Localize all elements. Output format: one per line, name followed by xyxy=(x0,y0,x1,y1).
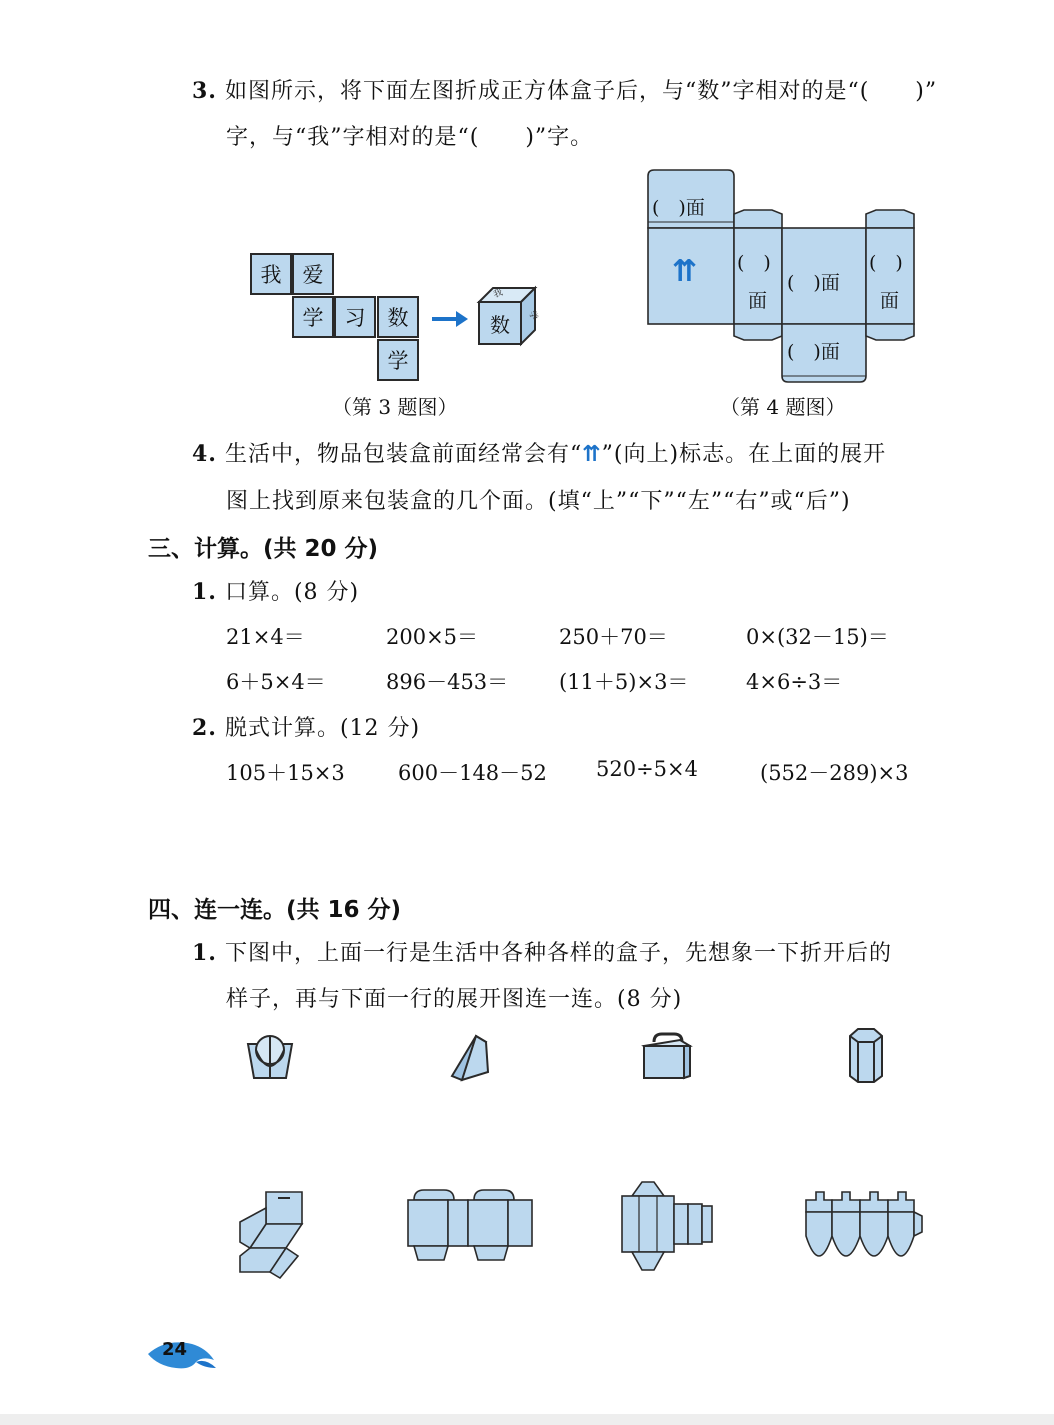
net-cell: 习 xyxy=(334,296,376,338)
svg-text:学: 学 xyxy=(526,309,539,322)
stepwise-item: 520÷5×4 xyxy=(596,757,698,781)
hexagonal-prism-icon xyxy=(844,1026,886,1084)
triangular-prism-icon xyxy=(446,1030,492,1082)
s3-p1-title: 口算。(8 分) xyxy=(224,580,360,605)
oral-item: 6＋5×4＝ xyxy=(226,670,326,694)
page-number: 24 xyxy=(162,1339,188,1360)
s3-p1-heading xyxy=(192,575,359,606)
bottom-bar xyxy=(0,1414,1054,1425)
box-label-right-face: 面 xyxy=(880,290,900,312)
s4-p1-line2: 样子，再与下面一行的展开图连一连。(8 分) xyxy=(226,987,683,1012)
q3-caption: （第 3 题图） xyxy=(332,395,458,419)
arrow-right-icon xyxy=(430,308,470,330)
q4-number: 4. xyxy=(192,441,217,467)
box-label-bottom: ( )面 xyxy=(787,341,840,363)
net-cell: 数 xyxy=(377,296,419,338)
net-cell: 爱 xyxy=(292,253,334,295)
handle-box-icon xyxy=(640,1030,694,1082)
s4-p1-text-1: 下图中，上面一行是生活中各种各样的盒子，先想象一下折开后的 xyxy=(224,941,892,966)
s3-p1-number: 1. xyxy=(192,579,217,605)
box-label-top: ( )面 xyxy=(652,197,705,219)
box-label-right-paren: ( ) xyxy=(869,252,903,274)
oral-item: 896－453＝ xyxy=(386,670,509,694)
up-arrow-inline-icon: ⇈ xyxy=(582,442,602,467)
oral-item: 21×4＝ xyxy=(226,625,305,649)
svg-text:我: 我 xyxy=(492,287,505,301)
q4-text-a: 生活中，物品包装盒前面经常会有“ xyxy=(224,442,583,467)
q3-line2: 字，与“我”字相对的是“( )”字。 xyxy=(226,125,594,150)
q3-text-1: 如图所示，将下面左图折成正方体盒子后，与“数”字相对的是“( )” xyxy=(224,79,938,104)
q4-line1 xyxy=(192,437,886,468)
up-arrow-icon: ⇈ xyxy=(672,254,698,289)
oral-item: 250＋70＝ xyxy=(559,625,668,649)
stepwise-item: (552－289)×3 xyxy=(760,761,909,785)
net-cell: 我 xyxy=(250,253,292,295)
cube-front-label: 数 xyxy=(490,312,510,337)
q4-text-b: ”(向上)标志。在上面的展开 xyxy=(601,442,887,467)
oral-item: 0×(32－15)＝ xyxy=(746,625,889,649)
stepwise-item: 600－148－52 xyxy=(398,761,547,785)
net-handle-box-icon xyxy=(404,1186,538,1266)
net-cell: 学 xyxy=(377,339,419,381)
net-bowl-box-icon xyxy=(802,1186,926,1274)
net-triangular-prism-icon xyxy=(236,1186,310,1282)
q4-line2: 图上找到原来包装盒的几个面。(填“上”“下”“左”“右”或“后”) xyxy=(226,489,851,514)
s3-p2-title: 脱式计算。(12 分) xyxy=(224,716,421,741)
box-label-back: ( )面 xyxy=(787,272,840,294)
oral-item: 200×5＝ xyxy=(386,625,479,649)
oral-item: 4×6÷3＝ xyxy=(746,670,843,694)
net-cell: 学 xyxy=(292,296,334,338)
box-label-left-paren: ( ) xyxy=(737,252,771,274)
box-label-left-face: 面 xyxy=(748,290,768,312)
s4-p1-number: 1. xyxy=(192,940,217,966)
section4-title: 四、连一连。(共 16 分) xyxy=(148,897,402,923)
net-hexagonal-prism-icon xyxy=(618,1176,716,1276)
bowl-box-icon xyxy=(244,1030,296,1082)
oral-item: (11＋5)×3＝ xyxy=(559,670,689,694)
q3-line1 xyxy=(192,74,937,105)
page-number-badge xyxy=(146,1334,218,1372)
stepwise-item: 105＋15×3 xyxy=(226,761,345,785)
s4-p1-line1 xyxy=(192,936,892,967)
s3-p2-number: 2. xyxy=(192,715,217,741)
s3-p2-heading xyxy=(192,711,420,742)
q3-number: 3. xyxy=(192,78,217,104)
section3-title: 三、计算。(共 20 分) xyxy=(148,536,379,562)
q4-caption: （第 4 题图） xyxy=(720,395,846,419)
